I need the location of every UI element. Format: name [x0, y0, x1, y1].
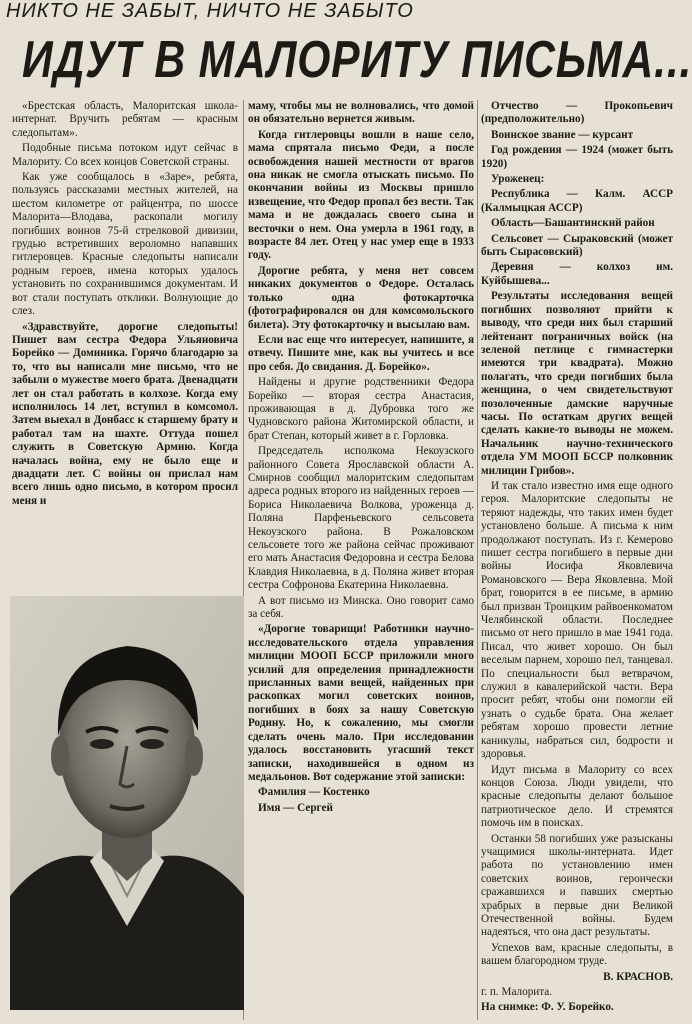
photo-caption: На снимке: Ф. У. Борейко.	[481, 1001, 614, 1014]
article-paragraph: Имя — Сергей	[258, 801, 333, 814]
article-paragraph: А вот письмо из Минска. Оно говорит само за себя.	[248, 594, 474, 621]
article-paragraph: Останки 58 погибших уже разысканы учащимися школы-интерната. Идет работа по установлению имен советских воинов, героически сражавшихся и павших смертью храбрых в первые дни Великой Отечественной войны. Будем надеяться, что она даст результаты.	[481, 832, 673, 939]
column-1	[12, 100, 238, 598]
article-paragraph: Председатель исполкома Некоузского районного Совета Ярославской области А. Смирнов сообщил малоритским следопытам адреса родных второго из найденных героев — Бориса Николаевича Волкова, уроженца д. Поляна Парфеньевского сельсовета Некоузского района. В Рожаловском сельсовете того же района сейчас проживают его мать Анастасия Федоровна и сестра Белова Клавдия Николаевна, в д. Поляна живет вторая сестра Софронова Екатерина Николаевна.	[248, 445, 474, 592]
article-paragraph: Успехов вам, красные следопыты, в вашем благородном труде.	[481, 941, 673, 968]
article-paragraph: И так стало известно имя еще одного героя. Малоритские следопыты не теряют надежды, что таких имен будет установлено больше. А письма к ним продолжают поступать. Из г. Кемерово пишет сестра погибшего в первые дни войны Иосифа Яковлевича Романовского — Вера Яковлевна. Мой брат, говорится в ее письме, в армию был призван Троицким райвоенкоматом Челябинской области. Последнее письмо от него пришло в мае 1941 года. Писал, что живет хорошо. Он был веселым парнем, хорошо пел, танцевал. По специальности был ветврачом, служил в кавалерийской части. Вера просит ребят, чтобы они помогли ей узнать о судьбе брата. Она желает ребятам хорошо провести летние каникулы, набраться сил, бодрости и здоровья.	[481, 479, 673, 761]
dateline-place: г. п. Малорита.	[481, 986, 553, 998]
article-paragraph: «Здравствуйте, дорогие следопыты! Пишет вам сестра Федора Ульяновича Борейко — Доминика. Горячо благодарю за то, что вы написали мне письмо, что не забыли о мужестве моего брата. Двенадцати лет он стал работать в колхозе. Когда ему исполнилось 14 лет, вступил в комсомол. Затем выехал в Донбасс к старшему брату и работал там на шахте. Оттуда пошел служить в Советскую Армию. Когда началась война, ему не было еще и двадцати лет. С войны он прислал нам всего лишь одно письмо, в котором просил меня и	[12, 320, 238, 507]
article-headline: ИДУТ В МАЛОРИТУ ПИСЬМА...	[22, 31, 692, 89]
article-paragraph: Результаты исследования вещей погибших позволяют прийти к выводу, что среди них был старший лейтенант пограничных войск (на зеленой петлице с гимнастерки имеются три квадрата). Можно полагать, что среди погибших была женщина, о чем свидетельствуют позолоченные дамские наручные часы. По остаткам других вещей сделать какие-то выводы не можем. Начальник научно-технического отдела УМ МООП БССР полковник милиции Грибов».	[481, 290, 673, 477]
article-paragraph: Найдены и другие родственники Федора Борейко — вторая сестра Анастасия, проживающая в д. Дубровка того же Чудновского района Житомирской области, и брат Степан, который живет в г. Горловка.	[248, 376, 474, 442]
article-paragraph: «Дорогие товарищи! Работники научно-исследовательского отдела управления милиции МООП БССР приложили много усилий для определения принадлежности присланных вами вещей, найденных при раскопках могил советских воинов, погибших в боях за нашу Советскую Родину. Но, к сожалению, мы смогли сделать очень мало. При исследовании удалось восстановить угасший текст записки, находившейся в одном из медальонов. Вот содержание этой записки:	[248, 623, 474, 783]
column-2	[248, 100, 474, 1020]
rubric-line: НИКТО НЕ ЗАБЫТ, НИЧТО НЕ ЗАБЫТО	[6, 0, 414, 22]
article-paragraph: Если вас еще что интересует, напишите, я отвечу. Пишите мне, как вы учитесь и все про себя. До свидания. Д. Борейко».	[248, 333, 474, 373]
portrait-image	[10, 596, 244, 1010]
portrait-photo	[10, 596, 244, 1010]
column-divider	[477, 100, 478, 1020]
article-paragraph: «Брестская область, Малоритская школа-интернат. Вручить ребятам — красным следопытам».	[12, 100, 238, 139]
article-paragraph: Год рождения — 1924 (может быть 1920)	[481, 144, 673, 170]
article-paragraph: Воинское звание — курсант	[491, 128, 634, 141]
author-signature: В. КРАСНОВ.	[603, 970, 673, 983]
article-paragraph: Деревня — колхоз им. Куйбышева...	[481, 261, 673, 287]
article-paragraph: Идут письма в Малориту со всех концов Союза. Люди увидели, что красные следопыты делают большое патриотическое дело. И стремятся помочь им в поисках.	[481, 763, 673, 830]
article-paragraph: Уроженец:	[491, 173, 545, 186]
article-paragraph: Отчество — Прокопьевич (предположительно)	[481, 100, 673, 126]
article-paragraph: Когда гитлеровцы вошли в наше село, мама спрятала письмо Феди, а после освобождения нашей местности от врагов она никак не смогла отыскать письмо. По окончании войны из Москвы пришло извещение, что Федор пропал без вести. Так мама и не дождалась своего сына и весточки о нем. Она умерла в 1961 году, в возрасте 84 лет. Отец у нас умер еще в 1933 году.	[248, 128, 474, 262]
article-paragraph: Фамилия — Костенко	[258, 786, 370, 799]
article-paragraph: Область—Башантинский район	[491, 217, 655, 230]
article-paragraph: Сельсовет — Сыраковский (может быть Сырасовский)	[481, 232, 673, 259]
article-paragraph: Республика — Калм. АССР (Калмыцкая АССР)	[481, 188, 673, 214]
article-paragraph: Дорогие ребята, у меня нет совсем никаких документов о Федоре. Осталась только одна фотокарточка (фотографировался он для комсомольского билета). Эту фотокарточку и высылаю вам.	[248, 264, 474, 331]
article-paragraph: Как уже сообщалось в «Заре», ребята, пользуясь рассказами местных жителей, на шестом километре от райцентра, по шоссе Малорита—Влодава, раскопали могилу погибших воинов 75-й стрелковой дивизии, грудью встретивших вероломно напавших гитлеровцев. Красные следопыты написали родным героев, имена которых удалось установить по сохранившимся документам. И вот стали поступать отклики. Волнующие до слез.	[12, 171, 238, 318]
article-paragraph: Подобные письма потоком идут сейчас в Малориту. Со всех концов Советской страны.	[12, 142, 238, 168]
column-3	[481, 100, 673, 1020]
article-paragraph: маму, чтобы мы не волновались, что домой он обязательно вернется живым.	[248, 100, 474, 126]
